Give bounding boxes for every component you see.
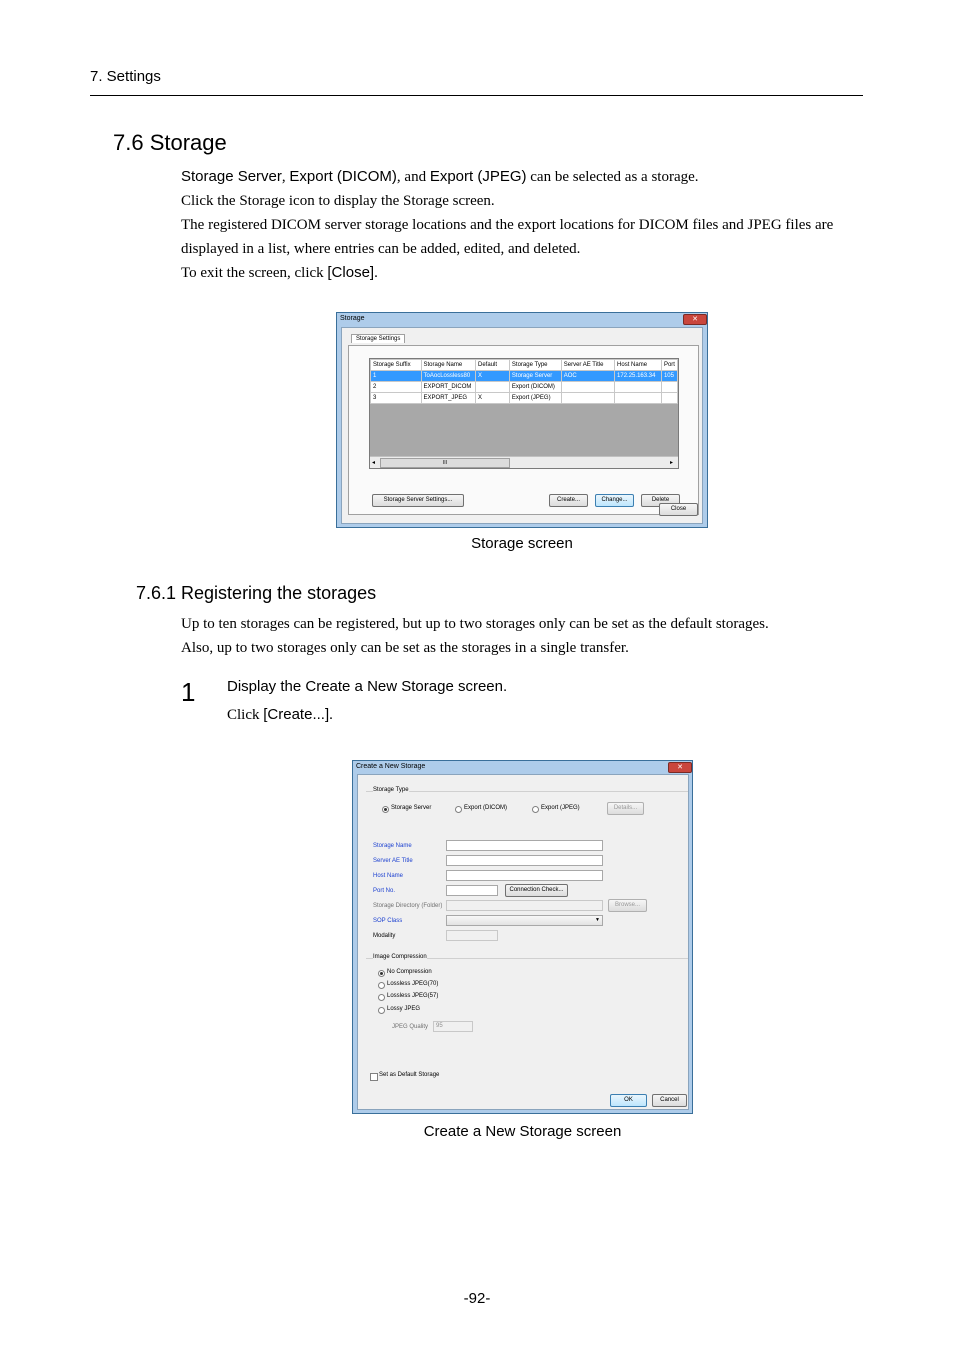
window-title: Storage	[340, 315, 365, 322]
col-storage-type[interactable]: Storage Type	[509, 360, 561, 371]
tab-storage-settings[interactable]: Storage Settings	[351, 334, 405, 343]
chevron-down-icon: ▼	[595, 917, 600, 923]
col-storage-suffix[interactable]: Storage Suffix	[371, 360, 422, 371]
term-export-dicom: Export (DICOM)	[289, 168, 397, 185]
storage-name-input[interactable]	[446, 840, 603, 851]
storage-server-settings-button[interactable]: Storage Server Settings...	[372, 494, 464, 507]
radio-no-compression[interactable]	[378, 970, 385, 977]
text: Click	[227, 707, 264, 723]
modality-input[interactable]	[446, 930, 498, 941]
scroll-right-icon[interactable]: ▸	[670, 460, 674, 466]
step-description	[227, 706, 333, 724]
delete-button[interactable]: Delete	[641, 494, 680, 507]
text: .	[329, 707, 333, 723]
cell: AOC	[561, 371, 614, 382]
ok-button[interactable]: OK	[610, 1094, 647, 1107]
storage-server-label: Storage Server	[391, 805, 432, 811]
body-line-2: Also, up to two storages only can be set as the storages in a single transfer.	[181, 640, 629, 656]
jpeg-quality-label: JPEG Quality	[392, 1024, 429, 1030]
storage-directory-input[interactable]	[446, 900, 603, 911]
radio-lossy-jpeg[interactable]	[378, 1007, 385, 1014]
port-no-input[interactable]	[446, 885, 498, 896]
sep: ,	[281, 169, 290, 185]
horizontal-scrollbar[interactable]	[370, 456, 678, 468]
figure-caption: Create a New Storage screen	[423, 1123, 622, 1140]
col-storage-name[interactable]: Storage Name	[421, 360, 476, 371]
radio-lossless-jpeg-57[interactable]	[378, 994, 385, 1001]
intro-paragraph	[181, 165, 871, 285]
port-no-label: Port No.	[373, 888, 396, 894]
col-host-name[interactable]: Host Name	[615, 360, 662, 371]
body-line-1: Up to ten storages can be registered, but up to two storages only can be set as the default storages.	[181, 616, 769, 632]
cell	[476, 382, 510, 393]
change-button[interactable]: Change...	[595, 494, 634, 507]
browse-button[interactable]: Browse...	[608, 899, 647, 912]
intro-line-2: Click the Storage icon to display the Storage screen.	[181, 193, 495, 209]
connection-check-button[interactable]: Connection Check...	[505, 884, 568, 897]
cell: ToAocLossless80	[421, 371, 476, 382]
col-port[interactable]: Port	[661, 360, 677, 371]
text: To exit the screen, click	[181, 265, 328, 281]
lossy-jpeg-label: Lossy JPEG	[387, 1006, 421, 1012]
cell: Export (DICOM)	[509, 382, 561, 393]
storage-name-label: Storage Name	[373, 843, 412, 849]
cell	[661, 382, 677, 393]
intro-line-1	[181, 165, 871, 189]
radio-lossless-jpeg-70[interactable]	[378, 982, 385, 989]
group-divider	[366, 791, 688, 792]
text: .	[374, 265, 378, 281]
tab-panel	[348, 345, 699, 515]
scroll-thumb[interactable]: III	[380, 458, 510, 468]
window-client	[341, 327, 703, 524]
cell: 3	[371, 393, 422, 404]
cell: Storage Server	[509, 371, 561, 382]
lossless-jpeg-70-label: Lossless JPEG(70)	[387, 981, 439, 987]
cell	[661, 393, 677, 404]
storage-directory-label: Storage Directory (Folder)	[373, 903, 443, 909]
create-storage-window	[352, 760, 693, 1114]
cell: 1	[371, 371, 422, 382]
step-number: 1	[181, 677, 196, 707]
scroll-left-icon[interactable]: ◂	[372, 460, 376, 466]
server-ae-title-input[interactable]	[446, 855, 603, 866]
table-row[interactable]	[371, 371, 678, 382]
close-button[interactable]: Close	[659, 503, 698, 516]
cell	[561, 382, 614, 393]
col-server-ae-title[interactable]: Server AE Title	[561, 360, 614, 371]
storage-list[interactable]	[369, 358, 679, 469]
running-header: 7. Settings	[90, 68, 161, 85]
default-storage-checkbox[interactable]	[370, 1073, 378, 1081]
intro-line-4	[181, 261, 871, 285]
header-rule	[90, 95, 863, 96]
term-storage-server: Storage Server	[181, 168, 282, 185]
close-icon[interactable]: ✕	[668, 762, 692, 773]
step-title: Display the Create a New Storage screen.	[227, 678, 508, 695]
storage-window	[336, 312, 708, 528]
table-header	[371, 360, 678, 371]
subsection-paragraph	[181, 612, 871, 660]
cell	[615, 393, 662, 404]
close-icon[interactable]: ✕	[683, 314, 707, 325]
server-ae-title-label: Server AE Title	[373, 858, 413, 864]
storage-type-group-label: Storage Type	[373, 787, 409, 793]
intro-tail: can be selected as a storage.	[526, 169, 699, 185]
modality-label: Modality	[373, 933, 396, 939]
cell	[615, 382, 662, 393]
radio-storage-server[interactable]	[382, 806, 389, 813]
page-number: -92-	[463, 1290, 491, 1307]
sep: , and	[396, 169, 430, 185]
cell: 105	[661, 371, 677, 382]
host-name-input[interactable]	[446, 870, 603, 881]
cell: Export (JPEG)	[509, 393, 561, 404]
cell: EXPORT_JPEG	[421, 393, 476, 404]
sop-class-label: SOP Class	[373, 918, 403, 924]
cell: 172.25.163.34	[615, 371, 662, 382]
lossless-jpeg-57-label: Lossless JPEG(57)	[387, 993, 439, 999]
export-jpeg-label: Export (JPEG)	[541, 805, 580, 811]
default-storage-label: Set as Default Storage	[379, 1072, 440, 1078]
window-title: Create a New Storage	[356, 763, 426, 770]
no-compression-label: No Compression	[387, 969, 432, 975]
intro-line-3: The registered DICOM server storage locations and the export locations for DICOM files and JPEG files are displayed in a list, where entries can be added, edited, and deleted.	[181, 217, 834, 257]
term-export-jpeg: Export (JPEG)	[429, 168, 527, 185]
subsection-title: 7.6.1 Registering the storages	[136, 583, 377, 603]
cell	[561, 393, 614, 404]
storage-table	[370, 359, 678, 404]
export-dicom-label: Export (DICOM)	[464, 805, 508, 811]
cell: X	[476, 393, 510, 404]
section-title: 7.6 Storage	[113, 130, 227, 155]
cell: EXPORT_DICOM	[421, 382, 476, 393]
radio-export-jpeg[interactable]	[532, 806, 539, 813]
jpeg-quality-input[interactable]: 95	[433, 1021, 473, 1032]
col-default[interactable]: Default	[476, 360, 510, 371]
radio-export-dicom[interactable]	[455, 806, 462, 813]
figure-caption: Storage screen	[471, 535, 573, 552]
host-name-label: Host Name	[373, 873, 404, 879]
close-ref: [Close]	[327, 264, 375, 281]
sop-class-select[interactable]	[446, 915, 603, 926]
details-button[interactable]: Details...	[607, 802, 644, 815]
window-client	[357, 774, 689, 1110]
cell: 2	[371, 382, 422, 393]
image-compression-group-label: Image Compression	[373, 954, 427, 960]
create-ref: [Create...]	[263, 706, 330, 723]
table-row[interactable]	[371, 393, 678, 404]
create-button[interactable]: Create...	[549, 494, 588, 507]
table-row[interactable]	[371, 382, 678, 393]
cancel-button[interactable]: Cancel	[652, 1094, 687, 1107]
cell: X	[476, 371, 510, 382]
